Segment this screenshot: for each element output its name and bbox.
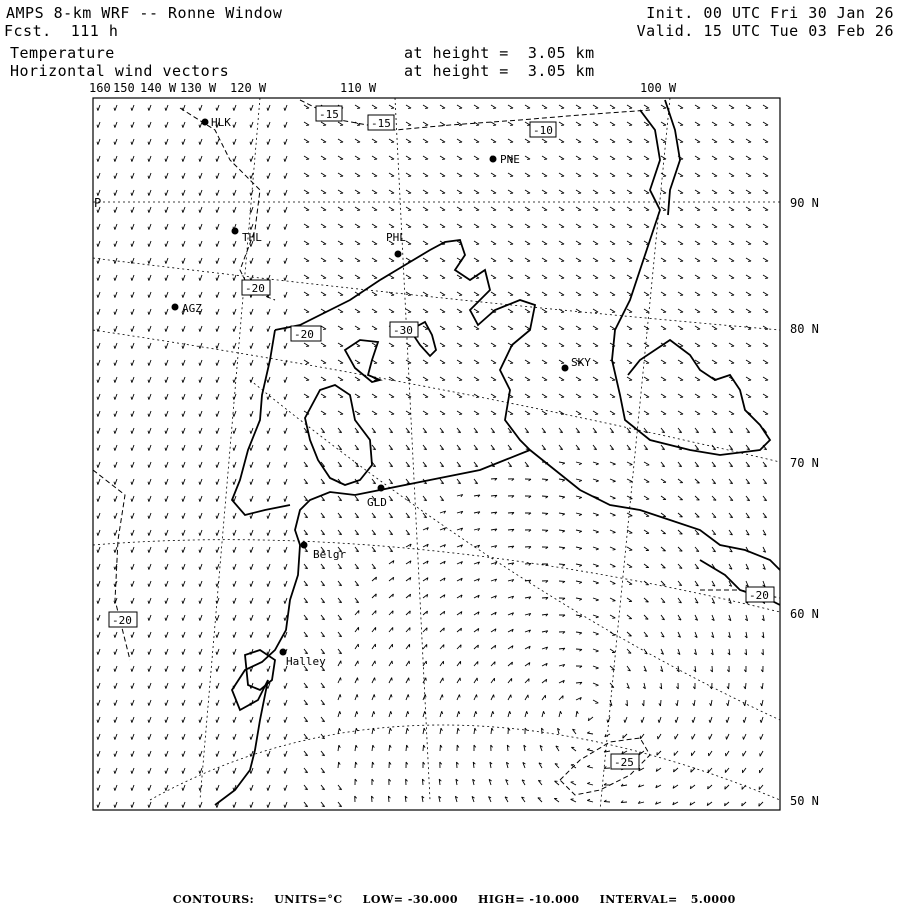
station-label-phl: PHL: [386, 231, 406, 244]
station-label-sky: SKY: [571, 356, 591, 369]
station-label-pne: PNE: [500, 153, 520, 166]
footer-low: LOW= -30.000: [362, 893, 459, 906]
lat-label-70n: 70 N: [790, 456, 819, 470]
svg-text:-20: -20: [112, 614, 132, 627]
svg-text:-30: -30: [393, 324, 413, 337]
station-label-belgr: Belgr: [313, 548, 347, 561]
station-marker-belgr: [301, 542, 308, 549]
lon-label-150: 150: [113, 81, 135, 95]
map-title: AMPS 8-km WRF -- Ronne Window: [6, 4, 283, 22]
contour-label: [746, 587, 774, 602]
station-label-halley: Halley: [286, 655, 326, 668]
wind-vectors: [97, 105, 768, 808]
height-label-1: at height = 3.05 km: [404, 44, 595, 62]
station-label-thl: THL: [242, 231, 262, 244]
svg-text:-15: -15: [371, 117, 391, 130]
station-marker-thl: [232, 228, 239, 235]
init-time: Init. 00 UTC Fri 30 Jan 26: [646, 4, 894, 22]
height-label-2: at height = 3.05 km: [404, 62, 595, 80]
station-marker-hlk: [202, 119, 209, 126]
field-temperature: Temperature: [10, 44, 115, 62]
svg-text:-20: -20: [245, 282, 265, 295]
station-marker-agz: [172, 304, 179, 311]
lat-label-50n: 50 N: [790, 794, 819, 808]
map-frame: [93, 98, 780, 810]
contour-label: [390, 322, 418, 337]
contour-label: [291, 326, 321, 341]
graticule: [93, 98, 780, 810]
lat-label-80n: 80 N: [790, 322, 819, 336]
coastline: [215, 100, 780, 805]
lat-label-90n: 90 N: [790, 196, 819, 210]
footer-interval: INTERVAL= 5.0000: [599, 893, 736, 906]
contour-label: [109, 612, 137, 627]
station-label-agz: AGZ: [182, 302, 202, 315]
forecast-hour: Fcst. 111 h: [4, 22, 119, 40]
lat-label-60n: 60 N: [790, 607, 819, 621]
svg-text:-25: -25: [614, 756, 634, 769]
lon-label-110w: 110 W: [340, 81, 377, 95]
svg-text:-20: -20: [294, 328, 314, 341]
svg-text:-20: -20: [749, 589, 769, 602]
footer-contours: CONTOURS:: [172, 893, 255, 906]
svg-text:-10: -10: [533, 124, 553, 137]
contour-info-footer: [0, 880, 900, 906]
field-wind-vectors: Horizontal wind vectors: [10, 62, 230, 80]
contour-label: [316, 106, 342, 121]
contour-label: [611, 754, 639, 769]
lat-label-p: P: [94, 196, 102, 210]
lon-label-160: 160: [89, 81, 111, 95]
station-label-hlk: HLK: [211, 116, 231, 129]
station-marker-pne: [490, 156, 497, 163]
footer-high: HIGH= -10.000: [478, 893, 580, 906]
lon-label-130w: 130 W: [180, 81, 217, 95]
station-marker-gld: [378, 485, 385, 492]
wind-vector-field: [97, 105, 768, 808]
station-marker-sky: [562, 365, 569, 372]
lon-label-100w: 100 W: [640, 81, 677, 95]
contour-label: [368, 115, 394, 130]
lon-label-120w: 120 W: [230, 81, 267, 95]
contour-label: [530, 122, 556, 137]
svg-text:-15: -15: [319, 108, 339, 121]
valid-time: Valid. 15 UTC Tue 03 Feb 26: [636, 22, 894, 40]
contour-label: [242, 280, 270, 295]
station-marker-phl: [395, 251, 402, 258]
footer-units: UNITS=°C: [274, 893, 343, 906]
station-label-gld: GLD: [367, 496, 387, 509]
lon-label-140w: 140 W: [140, 81, 177, 95]
